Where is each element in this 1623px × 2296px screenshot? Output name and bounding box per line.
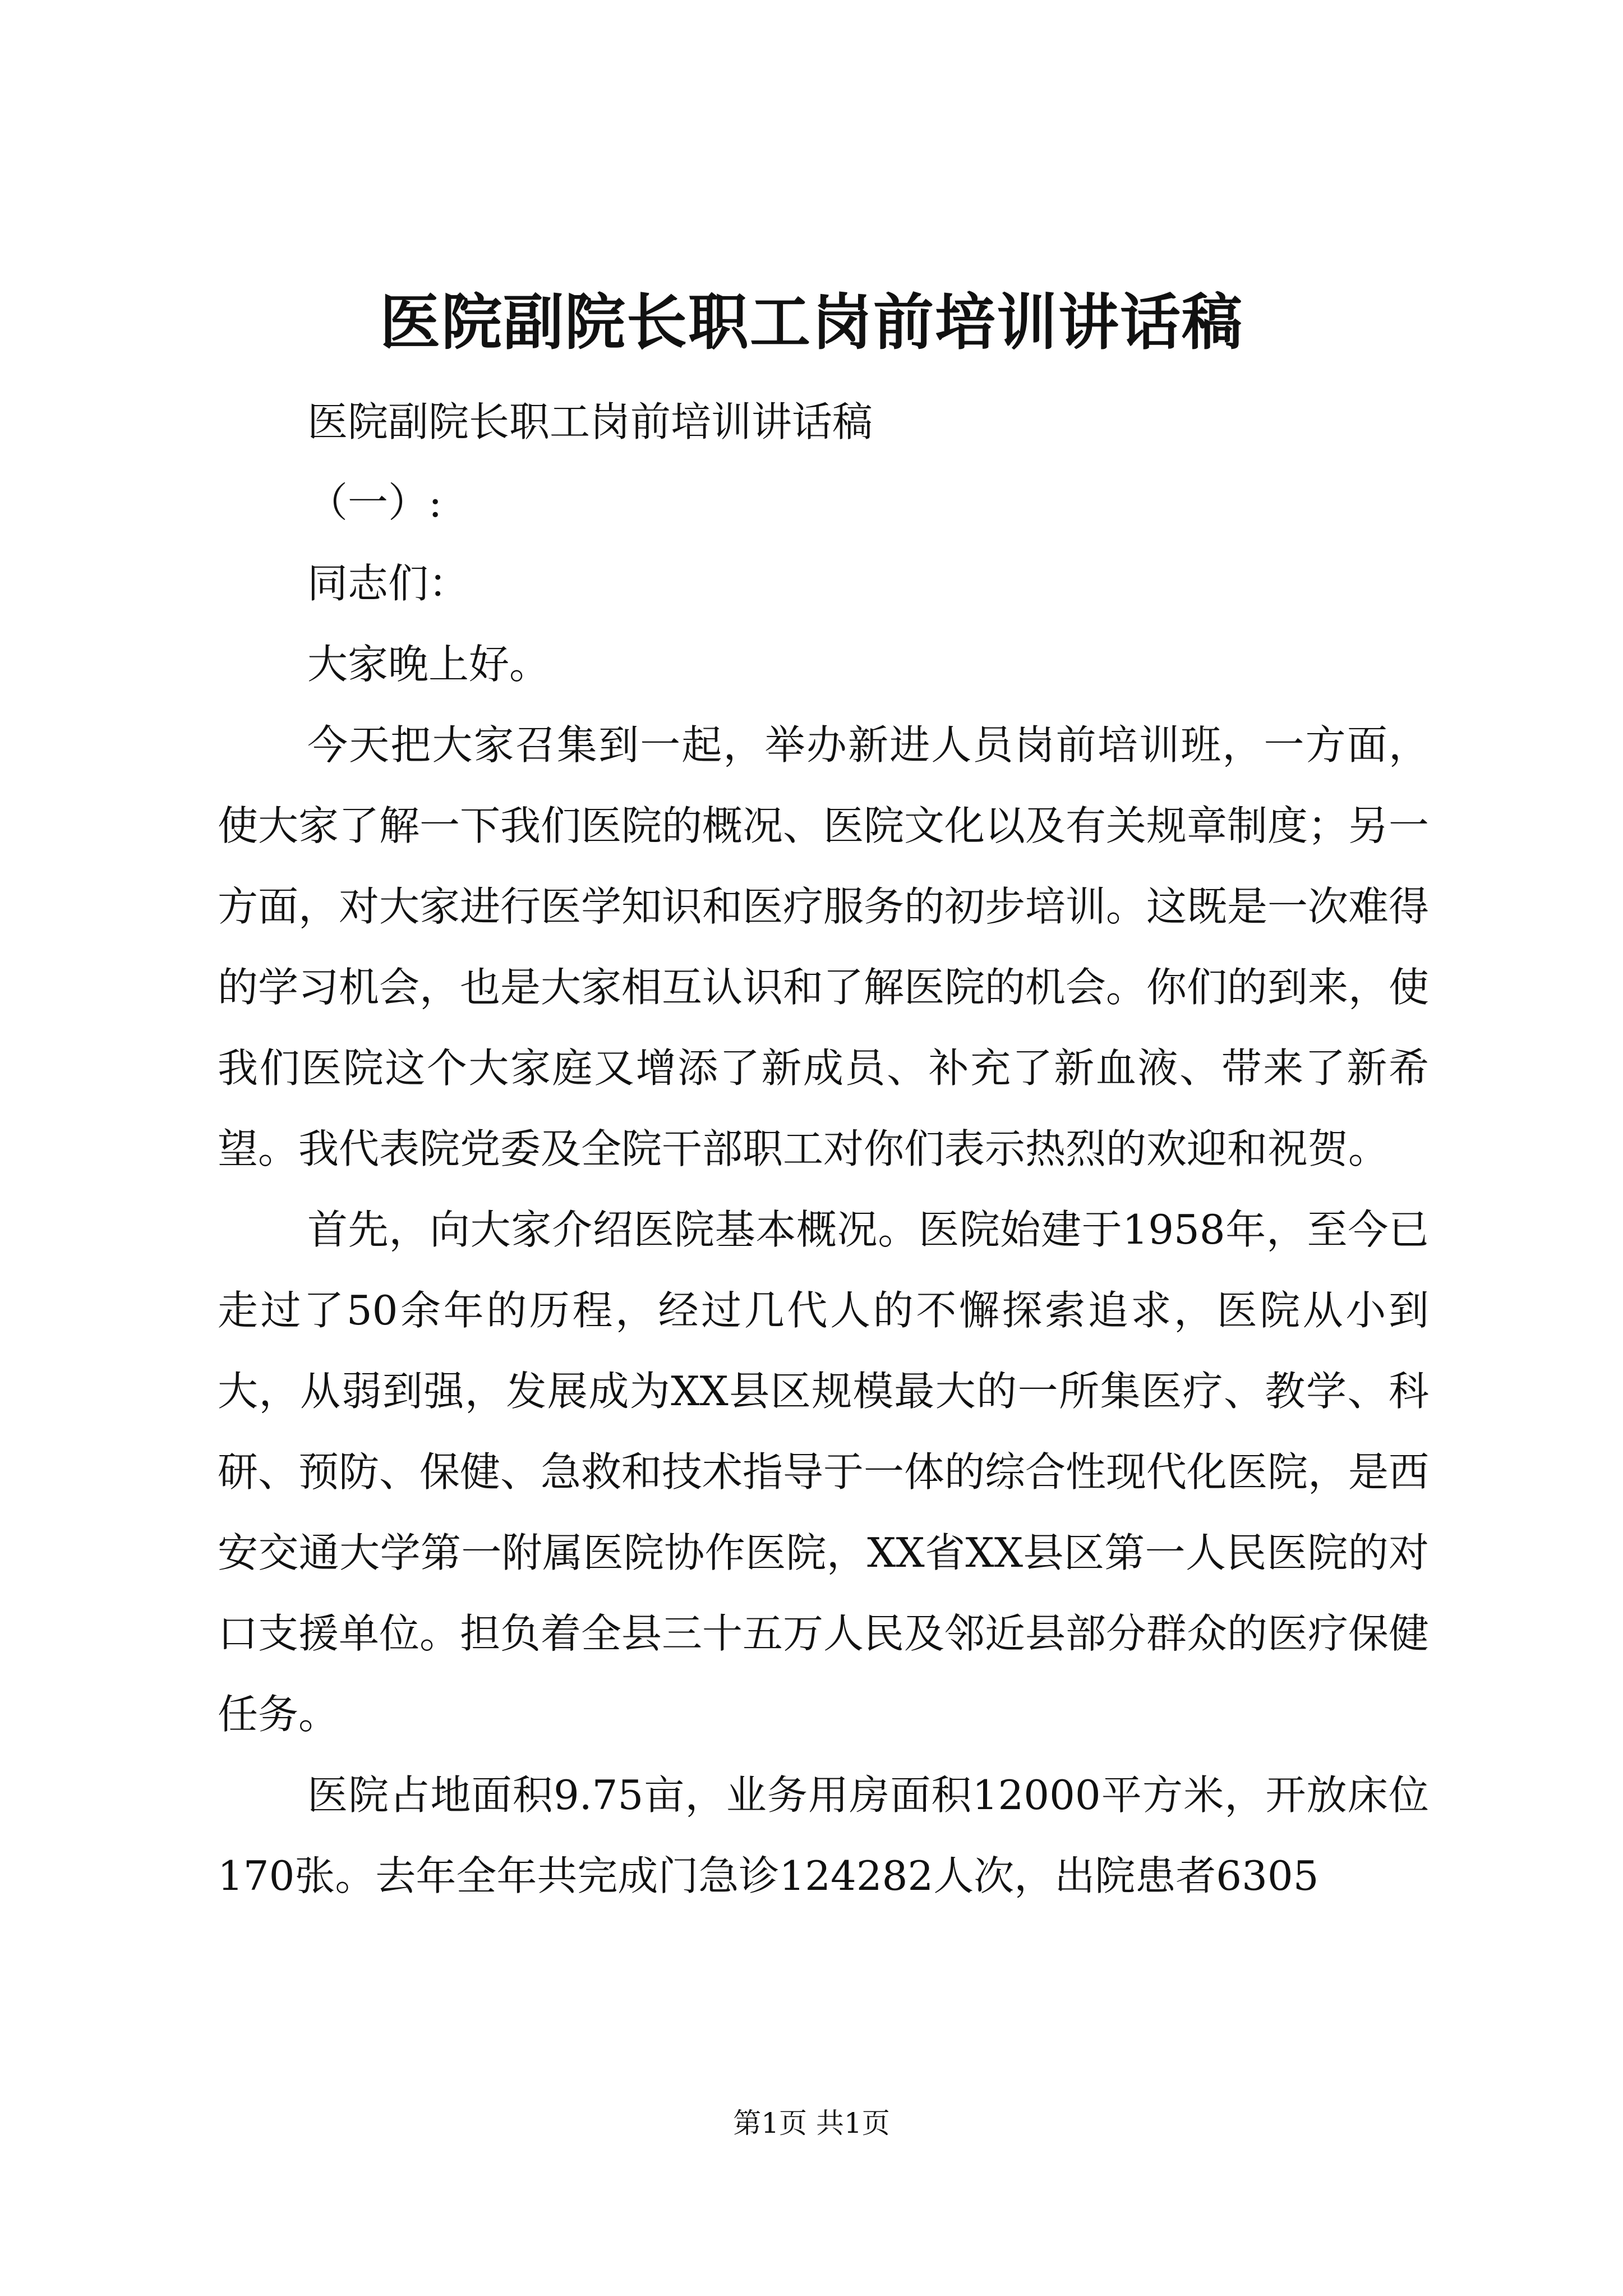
greeting: 大家晚上好。	[307, 641, 550, 688]
salutation: 同志们：	[307, 560, 469, 607]
hospital-stats-paragraph: 医院占地面积9.75亩，业务用房面积12000平方米，开放床位170张。去年全年共完成门急诊124282人次，出院患者6305	[218, 1772, 1429, 1899]
section-number: （一）:	[307, 479, 442, 526]
page-number-footer: 第1页 共1页	[733, 2107, 890, 2139]
hospital-overview-paragraph: 首先，向大家介绍医院基本概况。医院始建于1958年，至今已走过了50余年的历程，经过几代人的不懈探索追求，医院从小到大，从弱到强，发展成为XX县区规模最大的一所集医疗、教学、科研、预防、保健、急救和技术指导于一体的综合性现代化医院，是西安交通大学第一附属医院协作医院，XX省XX县区第一人民医院的对口支援单位。担负着全县三十五万人民及邻近县部分群众的医疗保健任务。	[218, 1206, 1430, 1738]
document-body	[218, 381, 1429, 1916]
document-title: 医院副院长职工岗前培训讲话稿	[379, 287, 1243, 358]
intro-paragraph: 今天把大家召集到一起，举办新进人员岗前培训班，一方面，使大家了解一下我们医院的概况、医院文化以及有关规章制度；另一方面，对大家进行医学知识和医疗服务的初步培训。这既是一次难得的学习机会，也是大家相互认识和了解医院的机会。你们的到来，使我们医院这个大家庭又增添了新成员、补充了新血液、带来了新希望。我代表院党委及全院干部职工对你们表示热烈的欢迎和祝贺。	[218, 721, 1430, 1172]
subtitle-paragraph: 医院副院长职工岗前培训讲话稿	[307, 398, 873, 445]
